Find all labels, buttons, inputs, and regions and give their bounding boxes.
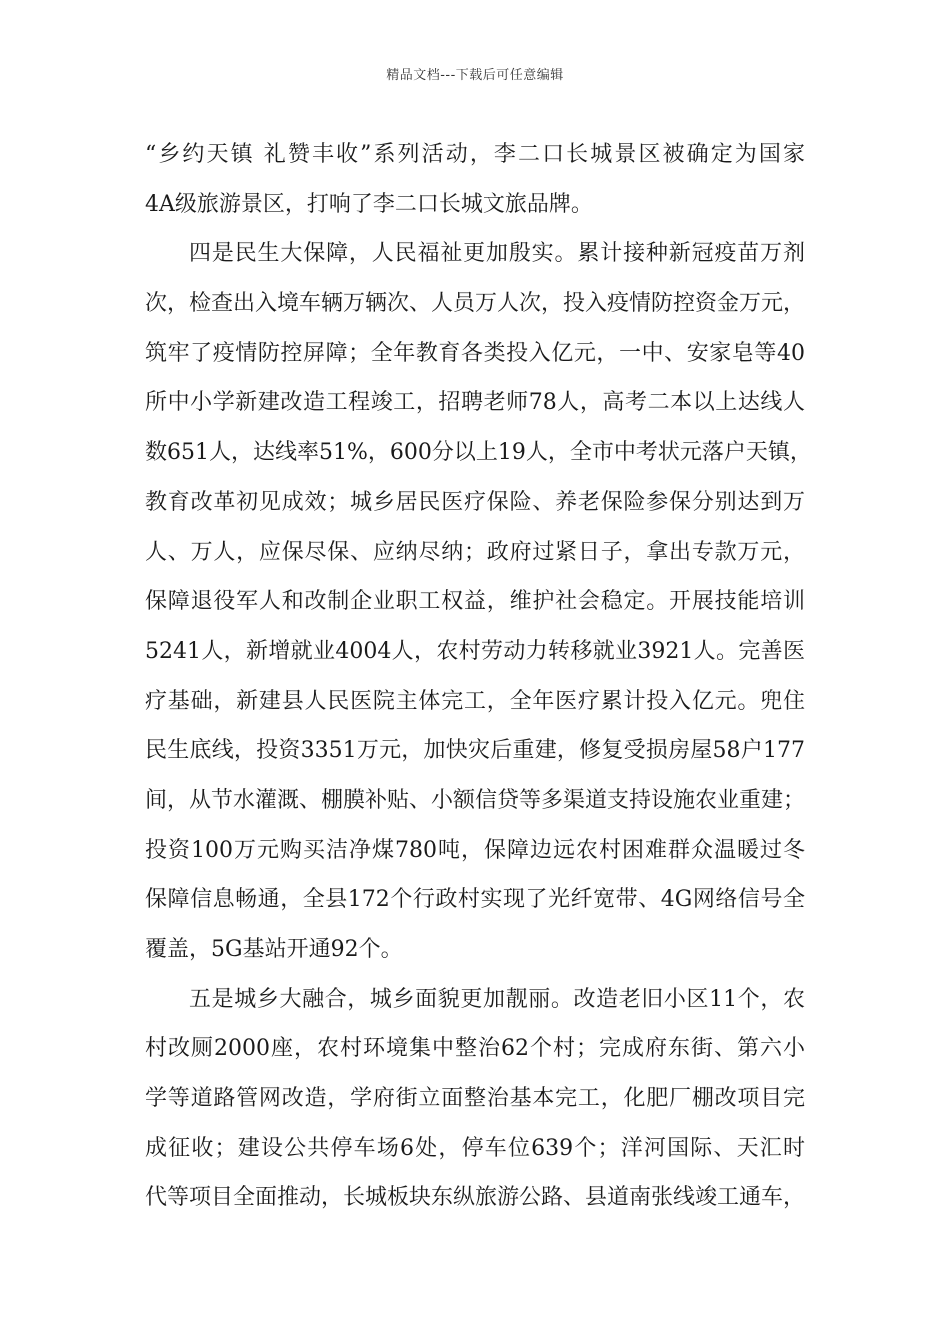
text-line: 民生底线，投资3351万元，加快灾后重建，修复受损房屋58户177 — [145, 738, 805, 764]
text-line: 保障信息畅通，全县172个行政村实现了光纤宽带、4G网络信号全 — [145, 887, 805, 913]
paragraph — [145, 975, 805, 1223]
page-header: 精品文档---下载后可任意编辑 — [386, 68, 564, 83]
paragraph — [145, 130, 805, 229]
text-line: 间，从节水灌溉、棚膜补贴、小额信贷等多渠道支持设施农业重建； — [145, 787, 806, 813]
paragraph — [145, 229, 812, 974]
text-line: 次，检查出入境车辆万辆次、人员万人次，投入疫情防控资金万元， — [145, 291, 806, 317]
text-line: 五是城乡大融合，城乡面貌更加靓丽。改造老旧小区11个，农 — [189, 986, 805, 1012]
text-line: 投资100万元购买洁净煤780吨，保障边远农村困难群众温暖过冬 — [145, 837, 805, 863]
text-line: 筑牢了疫情防控屏障；全年教育各类投入亿元，一中、安家皂等40 — [145, 340, 805, 366]
text-line: 成征收；建设公共停车场6处，停车位639个；洋河国际、天汇时 — [145, 1135, 805, 1161]
text-line: 村改厕2000座，农村环境集中整治62个村；完成府东街、第六小 — [145, 1036, 805, 1062]
text-line: 覆盖，5G基站开通92个。 — [145, 937, 403, 962]
text-line: 教育改革初见成效；城乡居民医疗保险、养老保险参保分别达到万 — [145, 489, 805, 515]
text-line: 4A级旅游景区，打响了李二口长城文旅品牌。 — [145, 191, 593, 217]
text-line: 学等道路管网改造，学府街立面整治基本完工，化肥厂棚改项目完 — [145, 1086, 805, 1112]
document-body — [145, 130, 812, 1223]
text-line: 5241人，新增就业4004人，农村劳动力转移就业3921人。完善医 — [145, 638, 805, 664]
text-line: 人、万人，应保尽保、应纳尽纳；政府过紧日子，拿出专款万元， — [145, 539, 805, 565]
text-line: 疗基础，新建县人民医院主体完工，全年医疗累计投入亿元。兜住 — [145, 688, 805, 714]
text-line: 四是民生大保障，人民福祉更加殷实。累计接种新冠疫苗万剂 — [189, 241, 805, 267]
text-line: 保障退役军人和改制企业职工权益，维护社会稳定。开展技能培训 — [145, 589, 805, 615]
text-line: 数651人，达线率51%，600分以上19人，全市中考状元落户天镇， — [145, 440, 812, 466]
text-line: 所中小学新建改造工程竣工，招聘老师78人，高考二本以上达线人 — [145, 390, 805, 416]
text-line: “乡约天镇 礼赞丰收”系列活动，李二口长城景区被确定为国家 — [145, 142, 805, 167]
text-line: 代等项目全面推动，长城板块东纵旅游公路、县道南张线竣工通车， — [145, 1185, 806, 1211]
